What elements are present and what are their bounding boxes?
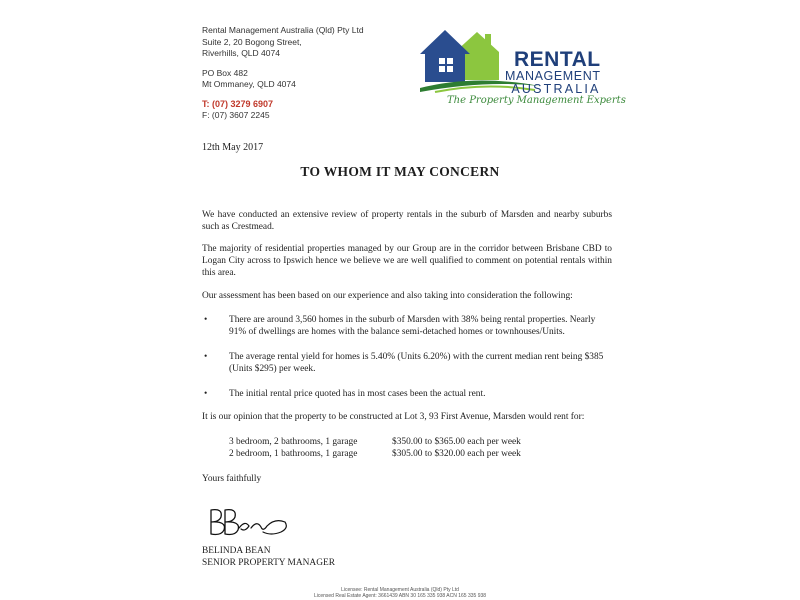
- sender-address-line2: Riverhills, QLD 4074: [202, 48, 280, 58]
- sender-po-line2: Mt Ommaney, QLD 4074: [202, 79, 296, 89]
- bullet-item: The average rental yield for homes is 5.40% (Units 6.20%) with the current median rent being $385 (Units $295) per week.: [229, 352, 604, 374]
- brand-line3: AUSTRALIA: [511, 82, 601, 96]
- sender-company: Rental Management Australia (Qld) Pty Ltd: [202, 25, 364, 35]
- bullet-item: The initial rental price quoted has in most cases been the actual rent.: [229, 389, 486, 399]
- bullet-item: There are around 3,560 homes in the suburb of Marsden with 38% being rental properties. Nearly 91% of dwellings are homes with the balance semi-detached homes or townhouses/Units.: [229, 315, 596, 337]
- closing-text: Yours faithfully: [202, 474, 262, 484]
- sender-po-line1: PO Box 482: [202, 67, 248, 78]
- paragraph-1: We have conducted an extensive review of property rentals in the suburb of Marsden and nearby suburbs such as Crestmead.: [202, 210, 612, 232]
- signature-icon: [205, 502, 290, 540]
- rent-price: $305.00 to $320.00 each per week: [392, 449, 521, 459]
- signatory-name: BELINDA BEAN: [202, 546, 271, 556]
- bullet-dot: •: [204, 352, 208, 362]
- letter-date: 12th May 2017: [202, 142, 264, 153]
- footer-line1: Licensee: Rental Management Australia (Qld) Pty Ltd: [341, 587, 459, 593]
- letter-title: TO WHOM IT MAY CONCERN: [300, 164, 500, 179]
- paragraph-2: The majority of residential properties managed by our Group are in the corridor between Brisbane CBD to Logan City across to Ipswich hence we believe we are well qualified to comment on potential rentals within this area.: [202, 244, 612, 278]
- brand-tagline: The Property Management Experts: [447, 95, 626, 106]
- sender-address-block: [202, 25, 364, 122]
- bullet-dot: •: [204, 389, 208, 399]
- rent-config: 2 bedroom, 1 bathrooms, 1 garage: [229, 449, 358, 459]
- signatory-block: [202, 545, 335, 569]
- brand-line1: RENTAL: [513, 48, 601, 71]
- opinion-paragraph: It is our opinion that the property to be constructed at Lot 3, 93 First Avenue, Marsden would rent for:: [202, 412, 585, 422]
- sender-phone: T: (07) 3279 6907: [202, 98, 274, 109]
- brand-wordmark: [505, 50, 601, 96]
- sender-address-line1: Suite 2, 20 Bogong Street,: [202, 36, 302, 47]
- bullet-dot: •: [204, 315, 208, 325]
- signatory-title: SENIOR PROPERTY MANAGER: [202, 558, 335, 568]
- rent-config: 3 bedroom, 2 bathrooms, 1 garage: [229, 437, 358, 447]
- footer-line2: Licensed Real Estate Agent: 3661439 ABN 30 165 335 938 ACN 165 335 938: [313, 593, 487, 599]
- sender-fax: F: (07) 3607 2245: [202, 110, 270, 120]
- rent-price: $350.00 to $365.00 each per week: [392, 437, 521, 447]
- brand-line2: MANAGEMENT: [505, 69, 601, 83]
- paragraph-3: Our assessment has been based on our experience and also taking into consideration the following:: [202, 291, 573, 301]
